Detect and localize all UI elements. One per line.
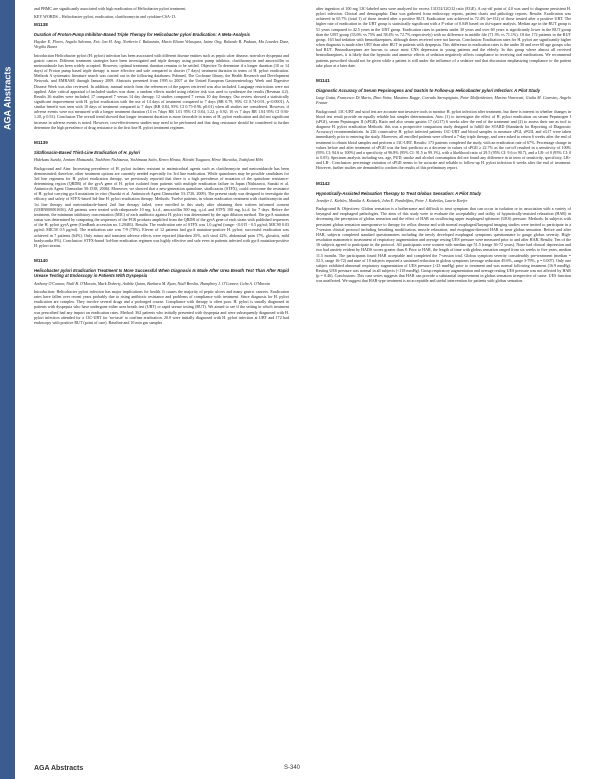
- keywords-line: KEY WORDS – Helicobacter pylori, eradication, clarithromycin and cytokine-CSA-13: [34, 13, 176, 19]
- sidebar-band: [0, 0, 15, 779]
- abstract-id: M1141: [316, 77, 330, 83]
- abstract-authors: Hidekazu Suzuki, Juntaro Matsuzaki, Toshihiro Nishizawa, Yoshimasa Saito, Kenro Hirata, Hitoshi Tsugawa, Hiroe Muraoka, Toshifumi Hibi: [34, 157, 263, 163]
- abstract-m1141: [316, 78, 571, 171]
- abstract-authors: Anthony O'Connor, Niall B. O'Morain, Mark Doherty, Aoibhe Quinn, Barbara M. Ryan, Niall Breslin, Humphrey J. O'Connor, Colm A. O'Morain: [34, 280, 270, 286]
- abstract-title: Helicobacter pylori Eradication Treatment Is More Successful When Diagnosis Is Made After Urea Breath Test Than After Rapid Urease Testing at Endoscopy in Patients With Dyspepsia: [34, 268, 289, 279]
- abstract-title: Hypnotically-Assisted Relaxation Therapy to Treat Globus Sensation: A Pilot Study: [316, 190, 482, 196]
- intro-continuation: and PBMC are significantly associated with high eradication of Helicobacter pylori treatment.: [34, 6, 187, 11]
- abstract-title: Sitafloxacin-Based Third-Line Eradication of H. pylori: [34, 150, 141, 156]
- abstract-body: Background & Objectives: Globus sensation is a bothersome and difficult to treat symptom that can occur in isolation or in association with a variety of laryngeal and esophageal pathologies. The aims of this study were to evaluate the acceptability and utility of hypnotically-assisted relaxation (HAR) in decreasing the perception of globus sensation and the effect of HAR on swallowing upper esophageal sphincter (UES) pressure. Methods: In subjects with persistent globus sensation unresponsive to therapy for reflux disease and with normal esophageal/laryngeal imaging studies were invited to participate in a 7-session clinical protocol including breathing modification, muscle relaxation, and esophagus-directed HAR to treat globus sensation. Before and after HAR, subjects completed standard questionnaires including the newly developed esophageal symptoms questionnaire to gauge globus severity. High-resolution manometric assessment of respiratory augmentation and average resting UES pressure were measured prior to and after HAR. Results: Ten of the 16 subjects agreed to participate in the protocol. All participants were women with median age 51.5 (range 36-72 years). None had clinical depression and two had anxiety evident by HADS scores greater than 8. Prior to HAR, the length of time with globus sensation ranged from six weeks to five years, median 11.5 months. The participants found HAR acceptable and completed the 7-session trial. Globus symptom severity considerably pre-treatment (median = 52.5, range 16-72) and nine of 10 subjects reported a sustained reduction in globus symptoms (average reduction 49.6%, range 3-79%, p = 0.007). Only one subject exhibited abnormal respiratory augmentation of UES pressure (>23 mmHg) prior to treatment and was normal following treatment (16.9 mmHg). Resting UES pressure was normal in all subjects (<118 mmHg). Group respiratory augmentation and average resting UES pressure was not affected by HAR (p = 0.46). Conclusions: This case series suggests that HAR can provide a substantial improvement in globus sensation irrespective of cause. UES function was unaffected. We suggest that HAR-type treatment is an acceptable and useful intervention for patients with globus sensation.: [316, 206, 571, 284]
- abstract-authors: Jennifer L. Kiebles, Monika A. Kwiatek, John E. Pandolfino, Peter J. Kahrilas, Laurie Keefer: [316, 197, 468, 203]
- abstract-body: Introduction: Helicobacter pylori infection has major implications for health. It causes the majority of peptic ulcers and many gastric cancers. Eradication rates have fallen over recent years probably due to rising antibiotic resistance and problems of compliance with treatment. Since diagnosis for H. pylori eradication are complex. They involve several drugs and a prolonged course. Compliance with therapy is often poor. H. pylori is usually diagnosed in patients with dyspepsia who have undergone either urea breath test (UBT) or rapid urease testing (RUT). We aimed to see if the setting in which treatment was prescribed had any impact on eradication rates. Method: 362 patients who initially presented with dyspepsia and were subsequently diagnosed with H. pylori infection attended for a 13C-UBT for 'no-taste' to confirm eradication. 20.0 were initially diagnosed with H. pylori infection at UBT and 172 had endoscopy with positive RUT (point of care). Baseline and 10 min gas samples: [34, 288, 289, 325]
- abstract-m1140: [34, 258, 289, 325]
- sidebar-title: AGA Abstracts: [2, 66, 13, 130]
- abstract-title: Duration of Proton-Pump Inhibitor-Based Triple Therapy for Helicobacter pylori Eradication: A Meta-Analysis: [34, 31, 250, 37]
- footer-journal: AGA Abstracts: [34, 765, 84, 772]
- page-footer: [34, 765, 574, 775]
- abstract-m1139: [34, 140, 289, 248]
- abstract-authors: Haydee E. Flores, Angela Salvana, Eric Jan H. Ang, Norberto I. Balanzain, Mario Eliano Velasquez, Jaime Ong, Rolando B. Paduan, Ma Lourdes Daez, Virgilio Banez: [34, 39, 289, 50]
- intro-continuation: after ingestion of 100 mg 13C-labeled urea were analyzed for excess 13CO2/12CO2 ratio (EGE). A cut-off point of 4.0 was used to diagnose persistent H. pylori infection. Clinical and demographic Data was gathered from endoscopy reports, patient charts and pathology reports. Results: Eradication was achieved in 65.7% (total 1) of those treated after a positive RUT. Eradication was achieved in 72.4% (n=152) of those treated after a positive UBT. The higher rate of eradication in the UBT group is statistically significant with a P value of 0.049 based on chi-square analysis. Median age in the RUT group is 51 years compared to 42.5 years in the UBT group. Eradication rates in patients under 30 years and over 60 years is significantly lower in the RUT group than the UBT group (53.6% vs 75% and 58.4% vs 72.7% respectively) with no difference in middle life (71.3% vs 71.1%). Of the 172 patients in the RUT group, 163 had sedation with benzodiazepines, although doses received were not known. Conclusion: Eradication rates for H. pylori are significantly higher when diagnosis is made after UBT than after RUT in patients with dyspepsia. This difference in eradication rates is the under 30 and over 60 age groups who had RUT. Benzodiazepines are known to cause most CNS depression in young patients and the elderly. In this group where almost all received benzodiazepines, it is likely that the hypnotic and amnesic effects of sedation negatively affects compliance in receiving oral medications. We recommend patients prescribed should not be given while a patient is still under the influence of a sedative and that discussion emphasizing compliance to the patient take place at a later date.: [316, 6, 571, 68]
- left-column: [34, 6, 289, 335]
- right-column: [316, 6, 571, 293]
- abstract-id: M1142: [316, 180, 330, 186]
- abstract-title: Diagnostic Accuracy of Serum Pepsinogens and Gastrin to Follow-up Helicobacter pylori Infection: A Pilot Study: [316, 88, 541, 94]
- abstract-m1142: [316, 181, 571, 284]
- abstract-id: M1139: [34, 139, 48, 145]
- abstract-authors: Luigi Gatta, Francesco Di Mario, Dino Vaira, Massimo Rugge, Corrado Sarrapigiato, Peter Malfertheiner, Marino Vimercati, Giulia M. Cavestro, Angelo Franze: [316, 95, 571, 106]
- abstract-body: Introduction Helicobacter pylori (H. pylori) infection has been associated with different disease entities such as peptic ulcer disease, non-ulcer dyspepsia and gastric cancer. Different treatment strategies have been investigated and triple therapy using proton pump inhibitor, clarithromycin and amoxicillin or metronidazole has been widely accepted. However, optimal treatment duration remains to be settled. Objective To determine if a longer duration (10 or 14 days) of Proton pump based triple therapy is more effective and safe compared to shorter (7 days) treatment duration in terms of H. pylori eradication. Methods A systematic literature search was carried out in the following databases: Pubmed, The Cochrane library, the Health Research and Development Network, and EMBASE through January 2009. Abstracts presented from 1995 to 2007 at the United European Gastroenterology Week and Digestive Disease Week was also reviewed. In addition, manual search from the references of the papers retrieved was also included. Language restrictions were not applied. After critical appraisal of included studies was done, a random effects model using relative risk was used to synthesize the results (Revman 4.2). Results 26 studies were included, 17 compared 7 versus 14 day therapy, 12 studies compared 7 versus 10 day therapy. Our review showed a statistically significant improvement with H. pylori eradication with the use of 14 days of treatment compared to 7 days (RR 0.79, 95% CI 0.74-0.91, p<0.0001). A similar benefit was seen with 10 days of treatment compared to 7 days (RR 0.84, 95% CI 0.75-0.96, p0.01) when all studies are considered. However, if adverse events were not measured with a longer treatment duration (14 vs 7days RR 1.01 95% CI 0.84, 1.22, p 0.92; 10 vs 7 days RR 1.04 95% CI 0.94-1.20, p 0.53). Conclusion The overall trend showed that longer treatment duration is more favorable in terms of H. pylori eradication and did not significant increase in adverse events is noted. However, cost-effectiveness studies may need to be performed and that drug resistance should be considered to further determine the high prevalence of drug resistance to the first line H. pylori treatment regimen.: [34, 52, 289, 130]
- abstract-id: M1138: [34, 21, 48, 27]
- abstract-id: M1140: [34, 258, 48, 264]
- abstract-m1138: [34, 22, 289, 130]
- abstract-body: Background and Aim: Increasing prevalence of H. pylori isolates resistant to antimicrobial agents such as clarithromycin and metronidazole has been demonstrated; therefore, other treatment options are currently needed especially for 3rd line eradication. While quinolones may be possible candidates for 3rd line regimens for H. pylori eradication therapy, we previously reported that there is a high prevalence of mutation of the quinolone resistance-determining region (QRDR) of the gyrA gene of H. pylori isolated from patients with multiple eradication failure in Japan (Nishizawa, Suzuki et al. Antimicrob Agent Chemother 50:1538, 2006). Moreover, we showed that a new-generation quinolone, sitafloxacin (STFX), could overcome the resistance of H. pylori carrying gyrA mutations in vitro (Suzuki et al. Antimicrob Agent Chemother 53:1720, 2009). The present study was designed to investigate the efficacy and safety of STFX-based 3rd-line H. pylori eradication therapy. Methods: Twelve patients, in whom eradication treatment with clarithromycin and 1st line therapy and metronidazole-based 2nd line therapy failed, were enrolled in this study after obtaining their written informed consent (UMIN000001656). All patients were treated with rabeprazole 10 mg, b.i.d., amoxicillin 500 mg, q.i.d. and STFX 100 mg, b.i.d. for 7 days. Before the treatment, the minimum inhibitory concentration (MIC) of each antibiotic against H. pylori was determined by the agar dilution method. The gyrA mutation status was determined by comparing the sequences of the PCR products amplified from the QRDR of the gyrA gene of each strain with published sequences of the H. pylori gyrA gene (GenBank accession no. L29481). Results: The eradication rate of STFX was 1.0 μg/ml (range: <0.015 - 0.5 μg/ml; MIC90 0.03 μg/ml; MIC50 0.5 μg/ml). The eradication rate was 7/9 (78%). Eleven of 12 patients had gyrA mutation-positive H. pylori; successful eradication was achieved in 7 patients (64%). Only minor and transient adverse effects were reported (diarrhea 25%, soft stool 42%, abdominal pain 17%, glossitis, mild bradycardia 8%). Conclusion: STFX-based 3rd-line eradication regimen was highly effective and safe even in patients infected with gyrA mutation-positive H. pylori strains.: [34, 165, 289, 248]
- page-number: S-340: [284, 765, 301, 771]
- abstract-body: Background: 13C-UBT and stool test are accurate non invasive tools to monitor H. pylori infection after treatment, but there is interest in whether changes in blood test result provide an equally reliable but simpler determination. Aim: (1) to investigate the effect of H. pylori eradication on serum Pepsinogen I (sPGI), serum Pepsinogen II (sPGII), Ratio and also serum gastrin 17 (sG17) 6 weeks after the end of the treatment and (2) to assess their use as tool to diagnose H. pylori eradication Methods: this was a prospective comparison study designed to fulfill the STARD (Standards for Reporting of Diagnostic Accuracy) recommendations. In 226 consecutive H. pylori infected patients 13C-UBT and blood samples to measure sPGI, sPGII, and sG17 were taken immediately prior to entering the study. Moreover, all enrolled patients were offered a 7-day triple therapy, and were asked to return 6 weeks after the end of treatment to obtain blood samples and perform a 13C-UBT. Results: 173 patients completed the study, with an eradication rate of 67%. Percentage change in values before and after treatment of sPGII was the best predictor as a decrease in values of sPGII ≥ 22.7% as the cut-off resulted in a sensitivity of 100% (95% CI: 94.6 to 100%) and a specificity of 96.8% (95% CI: 91.5 to 99.1%), with a likelihood ratio of 29.5 (95% CI: 9.6 to 90.7), and a LR- of 0 (95% CI: 0 to 0.05). Spectrum analysis including sex, age, PUD, smoke and alcohol consumption did not found any difference in in term of sensitivity, specificity, LR+ and LR-. Conclusion: percentage variation of sPGII seems to be accurate and reliable to follow-up H. pylori infection 6 weeks after the end of treatment. However, further studies are demanded to confirm the results of this preliminary report.: [316, 108, 571, 171]
